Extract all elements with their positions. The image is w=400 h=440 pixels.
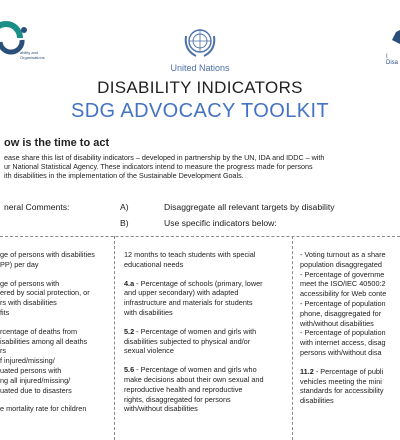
indicator-item xyxy=(300,250,400,358)
indicator-text: - Percentage of schools (primary, lower and upper secondary) with adapted infrastructure and materials for students with disabilities xyxy=(124,278,263,317)
column-divider xyxy=(292,236,293,440)
recommendation-b-text: Use specific indicators below: xyxy=(164,218,277,228)
intro-paragraph: ease share this list of disability indicators – developed in partnership by the UN, IDA and IDDC – with ur National Statistical Agency. These indicators intend to measure the progress made for persons ith disabilities in the implementation of the Sustainable Development Goals. xyxy=(4,153,325,180)
indicator-item: ge of persons with ered by social protection, or rs with disabilities fits xyxy=(0,278,90,317)
indicator-number: 4.a xyxy=(124,278,135,288)
page-subtitle: SDG ADVOCACY TOOLKIT xyxy=(70,100,330,122)
indicator-item xyxy=(124,365,290,414)
indicator-column-3 xyxy=(300,250,400,415)
indicator-item xyxy=(124,327,290,356)
indicator-column-1 xyxy=(0,250,112,423)
indicator-number: 5.6 xyxy=(124,365,135,375)
column-divider xyxy=(114,236,115,440)
right-logo-caption: I Disa xyxy=(386,54,399,66)
indicator-text: 12 months to teach students with special educational needs xyxy=(124,250,256,269)
indicator-text: - Percentage of women and girls who make decisions about their own sexual and reproductive health and reproductive rights, disaggregated for persons with/without disabilities xyxy=(124,365,264,414)
recommendation-a-text: Disaggregate all relevant targets by disability xyxy=(164,202,335,212)
indicator-item xyxy=(300,367,400,406)
un-label: United Nations xyxy=(170,63,230,73)
un-emblem-icon xyxy=(180,22,220,62)
recommendation-b-marker: B) xyxy=(120,218,129,228)
indicator-text: - Percentage of publi vehicles meeting the mini standards for accessibility disabilities xyxy=(300,366,384,406)
indicator-item: rcentage of deaths from isabilities among all deaths rs f injured/missing/ uated persons with ng all injured/missing/ uated due to disasters xyxy=(0,326,88,395)
left-logo-caption: ability and Organisations xyxy=(20,50,45,60)
indicator-column-2 xyxy=(124,250,290,423)
indicator-item xyxy=(124,279,290,318)
indicator-item xyxy=(124,250,290,270)
indicator-item: ge of persons with disabilities PP) per day xyxy=(0,250,95,269)
section-heading: ow is the time to act xyxy=(4,137,110,149)
indicator-text: - Percentage of women and girls with disabilities subjected to physical and/or sexual violence xyxy=(124,326,257,356)
general-comments-label: neral Comments: xyxy=(4,202,70,212)
table-top-rule xyxy=(0,236,400,237)
page-title: DISABILITY INDICATORS xyxy=(97,78,303,97)
indicator-item: e mortality rate for children xyxy=(0,404,87,414)
indicator-text: - Voting turnout as a share population disaggregated - Percentage of governme meet the ISO/IEC 40500:2 accessibility for Web conte - Percentage of population phone, disaggregated for with/without disabilities - Percentage of population with internet access, disag persons with/without disa xyxy=(300,250,387,357)
indicator-number: 11.2 xyxy=(300,366,314,376)
indicator-number: 5.2 xyxy=(124,326,135,336)
iddc-logo xyxy=(386,30,400,44)
recommendation-a-marker: A) xyxy=(120,202,129,212)
